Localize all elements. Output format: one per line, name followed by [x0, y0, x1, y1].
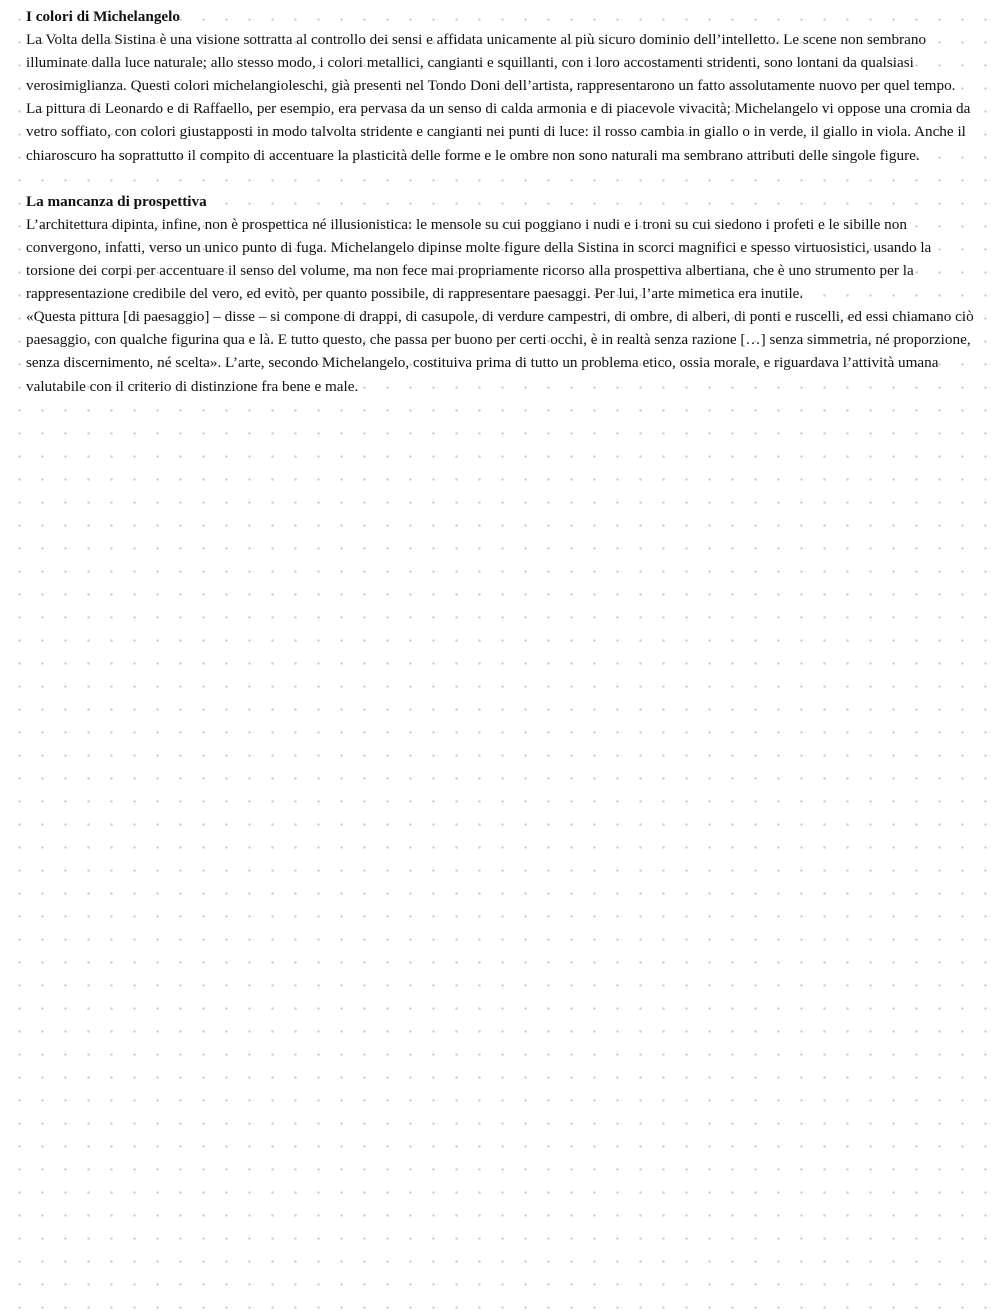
paragraph: La Volta della Sistina è una visione sottratta al controllo dei sensi e affidata unicamente al più sicuro dominio dell’intelletto. Le scene non sembrano illuminate dalla luce naturale; allo stesso modo, i colori metallici, cangianti e squillanti, con i loro accostamenti stridenti, sono lontani da qualsiasi verosimiglianza. Questi colori michelangioleschi, già presenti nel Tondo Doni dell’artista, rappresentarono un fatto assolutamente nuovo per quel tempo. — [26, 31, 956, 95]
paragraph: L’architettura dipinta, infine, non è prospettica né illusionistica: le mensole su cui poggiano i nudi e i troni su cui siedono i profeti e le sibille non convergono, infatti, verso un unico punto di fuga. Michelangelo dipinse molte figure della Sistina in scorci magnifici e spesso virtuosistici, usando la torsione dei corpi per accentuare il senso del volume, ma non fece mai propriamente ricorso alla prospettiva albertiana, che è uno strumento per la rappresentazione credibile del vero, ed evitò, per quanto possibile, di rappresentare paesaggi. Per lui, l’arte mimetica era inutile. — [26, 215, 932, 303]
document-page — [26, 5, 978, 398]
paragraph: «Questa pittura [di paesaggio] – disse – si compone di drappi, di casupole, di verdure campestri, di ombre, di alberi, di ponti e ruscelli, ed essi chiamano ciò paesaggio, con qualche figurina qua e là. E tutto questo, che passa per buono per certi occhi, è in realtà senza razione […] senza simmetria, né proporzione, senza discernimento, né scelta». L’arte, secondo Michelangelo, costituiva prima di tutto un problema etico, ossia morale, e riguardava l’attività umana valutabile con il criterio di distinzione fra bene e male. — [26, 308, 974, 395]
section-colori — [26, 5, 978, 167]
section-spacer — [26, 167, 978, 190]
paragraph: La pittura di Leonardo e di Raffaello, per esempio, era pervasa da un senso di calda armonia e di piacevole vivacità; Michelangelo vi oppose una cromia da vetro soffiato, con colori giustapposti in modo talvolta stridente e cangianti nei punti di luce: il rosso cambia in giallo o in verde, il giallo in viola. Anche il chiaroscuro ha soprattutto il compito di accentuare la plasticità delle forme e le ombre non sono naturali ma sembrano attributi delle singole figure. — [26, 100, 971, 164]
section-prospettiva — [26, 190, 978, 398]
section-heading: I colori di Michelangelo — [26, 8, 180, 25]
section-heading: La mancanza di prospettiva — [26, 192, 207, 210]
